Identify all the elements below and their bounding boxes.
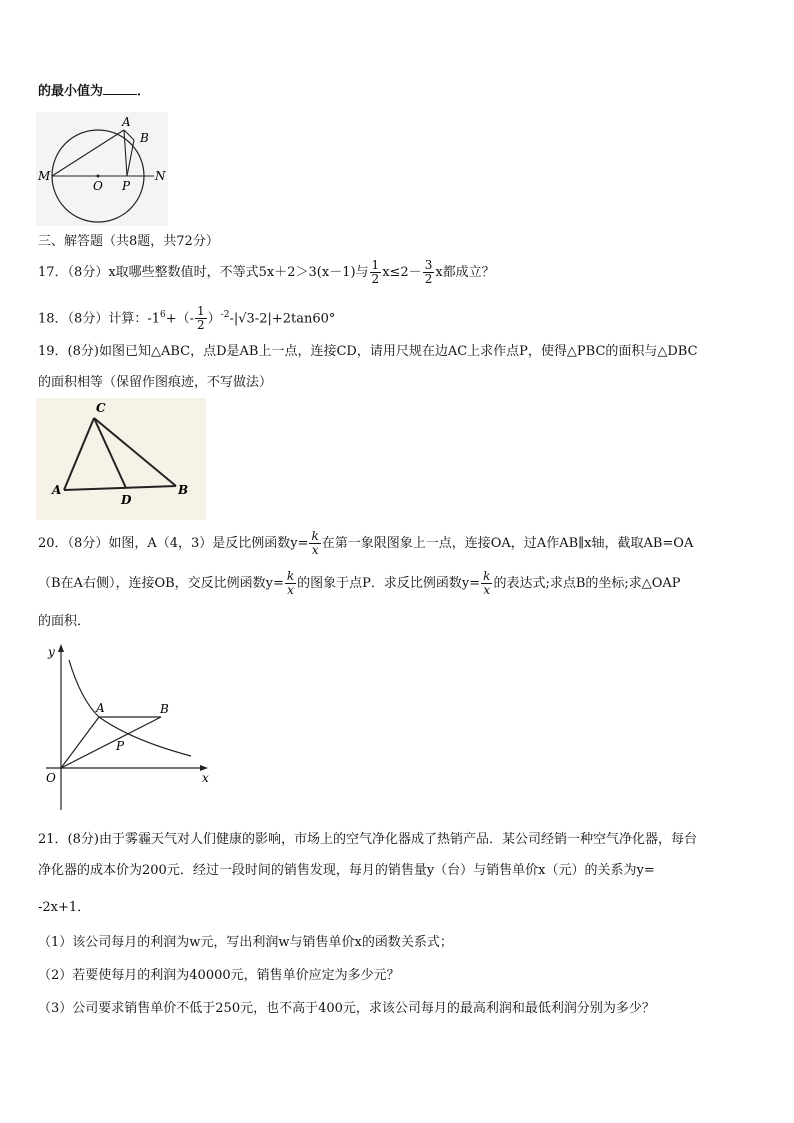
label-B: B: [160, 702, 169, 716]
circle-figure-svg: [36, 112, 168, 226]
question-20-line3: 的面积．: [38, 614, 91, 629]
q16-tail: [38, 82, 150, 102]
q16-tail-text: 的最小值为: [38, 84, 104, 99]
q20-frac1-num: k: [311, 529, 319, 543]
q18-part5: -2|+2tan60°: [254, 311, 336, 327]
q17-frac1-num: 1: [371, 258, 380, 272]
q18-sqrt: √3: [238, 311, 255, 327]
graph-figure: [36, 640, 216, 816]
label-C: C: [96, 401, 106, 415]
q17-prefix: 17．（8分）x取哪些整数值时，不等式5x＋2＞3(x－1)与: [38, 265, 369, 280]
q18-frac-num: 1: [197, 304, 205, 319]
question-18: [38, 300, 335, 334]
question-21-line3: -2x+1．: [38, 900, 91, 915]
label-B: B: [178, 483, 189, 497]
question-20-line2: [38, 568, 681, 600]
q20-l1-suffix: 在第一象限图象上一点，连接OA，过A作AB∥x轴，截取AB=OA: [321, 536, 694, 551]
q17-frac2-den: 2: [424, 272, 433, 286]
section-title: 三、解答题（共8题，共72分）: [38, 234, 219, 249]
q17-fraction-2: [423, 259, 435, 286]
q20-l1-prefix: 20．（8分）如图，A（4，3）是反比例函数y=: [38, 536, 309, 551]
label-A: A: [52, 483, 62, 497]
q17-suffix: x都成立？: [435, 265, 495, 280]
q17-frac1-den: 2: [371, 272, 380, 286]
label-A: A: [96, 701, 105, 715]
answer-blank: [103, 82, 137, 95]
q18-frac-den: 2: [197, 318, 205, 333]
label-M: M: [38, 169, 51, 183]
question-21-sub3: （3）公司要求销售单价不低于250元，也不高于400元，求该公司每月的最高利润和最低利润分别为多少？: [38, 1001, 655, 1016]
q20-frac2-num: k: [286, 569, 295, 583]
question-19-line2: 的面积相等（保留作图痕迹，不写做法）: [38, 375, 273, 390]
q20-l2-middle: 的图象于点P．求反比例函数y=: [297, 576, 481, 591]
question-19-line1: 19．(8分)如图已知△ABC，点D是AB上一点，连接CD，请用尺规在边AC上求作点P，使得△PBC的面积与△DBC: [38, 344, 698, 359]
circle-figure: [36, 112, 168, 226]
question-20-line1: [38, 528, 693, 560]
label-P: P: [116, 739, 125, 753]
question-21-sub1: （1）该公司每月的利润为w元，写出利润w与销售单价x的函数关系式；: [38, 935, 453, 950]
label-N: N: [155, 169, 166, 183]
label-O: O: [93, 179, 103, 193]
label-B: B: [140, 131, 149, 145]
q18-part3: ）: [207, 311, 221, 327]
q20-frac2-den: x: [287, 583, 294, 597]
q20-fraction-1: [309, 530, 320, 557]
label-x: x: [202, 771, 209, 785]
q18-exp1: 6: [159, 310, 166, 320]
label-O: O: [46, 771, 56, 785]
q17-frac2-num: 3: [424, 258, 433, 272]
label-y: y: [48, 645, 55, 659]
q20-l2-prefix: （B在A右侧），连接OB，交反比例函数y=: [38, 576, 284, 591]
q18-part4: -|: [229, 311, 239, 327]
q20-fraction-3: [481, 570, 492, 597]
q18-exp2: -2: [220, 310, 230, 320]
q17-fraction-1: [370, 259, 382, 286]
triangle-figure-svg: [36, 398, 206, 520]
q16-tail-suffix: ．: [137, 84, 151, 99]
label-D: D: [121, 493, 132, 507]
question-21-sub2: （2）若要使每月的利润为40000元，销售单价应定为多少元？: [38, 968, 400, 983]
label-A: A: [122, 115, 131, 129]
triangle-figure: [36, 398, 206, 520]
question-17: [38, 258, 495, 288]
q20-frac1-den: x: [311, 543, 319, 557]
q18-part2: +（-: [165, 311, 195, 327]
graph-figure-svg: [36, 640, 216, 816]
q20-fraction-2: [285, 570, 296, 597]
q20-l2-suffix: 的表达式;求点B的坐标;求△OAP: [493, 576, 681, 591]
question-21-line1: 21．(8分)由于雾霾天气对人们健康的影响，市场上的空气净化器成了热销产品．某公司经销一种空气净化器，每台: [38, 832, 697, 847]
q18-prefix: 18．（8分）计算：-1: [38, 311, 160, 327]
q17-middle: x≤2－: [382, 265, 422, 280]
label-P: P: [122, 179, 131, 193]
q18-fraction: [195, 305, 207, 332]
q20-frac3-den: x: [483, 583, 491, 597]
question-21-line2: 净化器的成本价为200元．经过一段时间的销售发现，每月的销售量y（台）与销售单价x（元）的关系为y=: [38, 863, 655, 878]
q20-frac3-num: k: [483, 569, 491, 583]
